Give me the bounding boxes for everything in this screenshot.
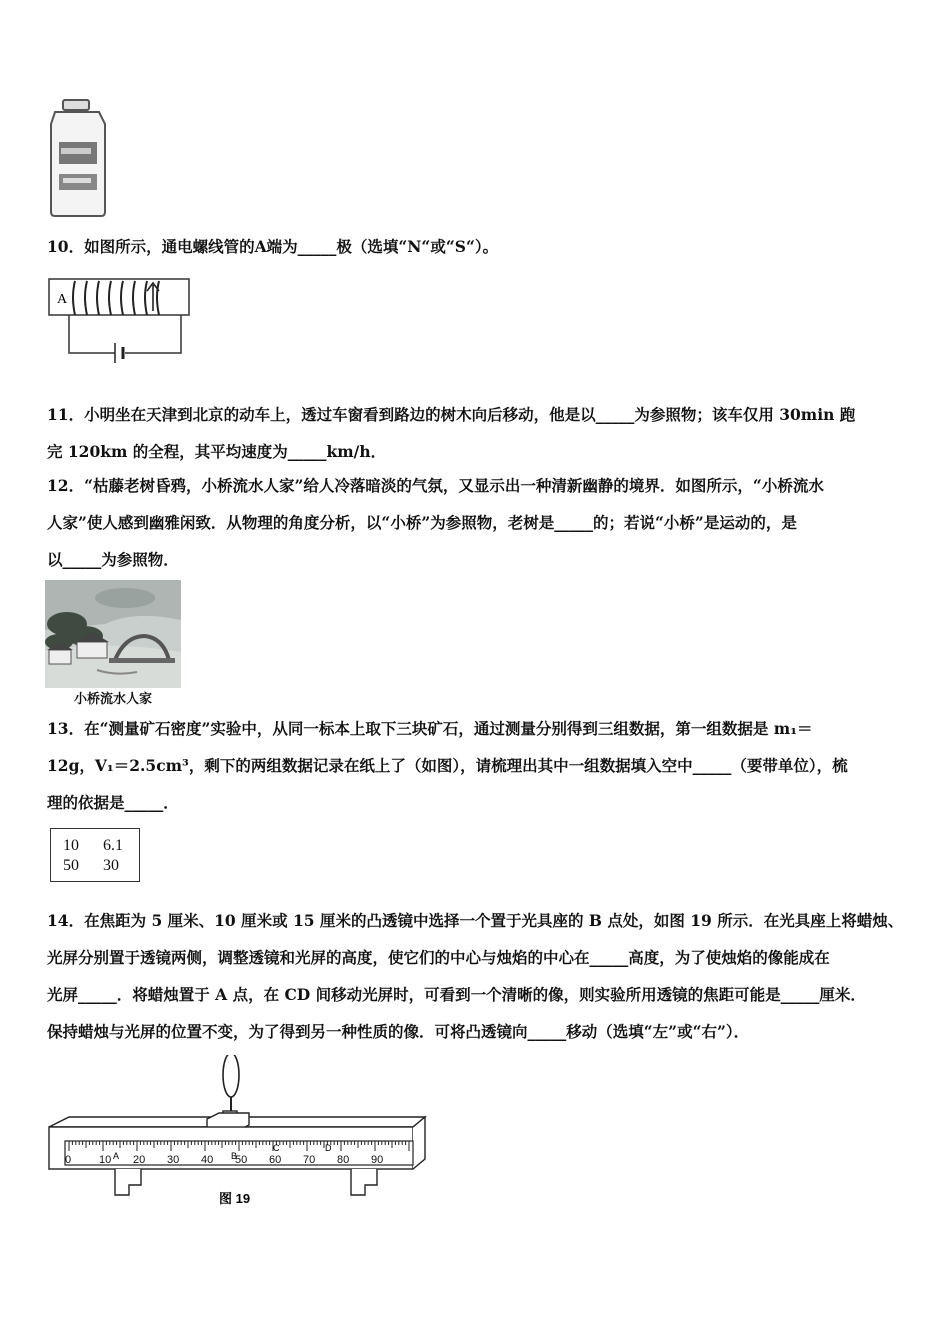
table-cell: 30 bbox=[103, 857, 119, 874]
bench-tick-label: 70 bbox=[303, 1154, 316, 1166]
question-line: 14．在焦距为 5 厘米、10 厘米或 15 厘米的凸透镜中选择一个置于光具座的 B 点处，如图 19 所示．在光具座上将蜡烛、 bbox=[47, 911, 904, 930]
question-line: 12．“枯藤老树昏鸦，小桥流水人家”给人冷落暗淡的气氛，又显示出一种清新幽静的境界．如图所示，“小桥流水 bbox=[47, 476, 824, 495]
question-line: 11．小明坐在天津到北京的动车上，透过车窗看到路边的树木向后移动，他是以_____为参照物；该车仅用 30min 跑 bbox=[47, 405, 856, 424]
bench-tick-label: 60 bbox=[269, 1154, 282, 1166]
bridge-caption: 小桥流水人家 bbox=[73, 692, 152, 707]
bench-tick-label: 10 bbox=[99, 1154, 112, 1166]
bridge-photo bbox=[45, 580, 181, 705]
bench-tick-label: 30 bbox=[167, 1154, 180, 1166]
question-line: 光屏分别置于透镜两侧，调整透镜和光屏的高度，使它们的中心与烛焰的中心在_____高度，为了使烛焰的像能成在 bbox=[47, 948, 830, 967]
bench-caption: 图 19 bbox=[219, 1191, 251, 1206]
question-11 bbox=[47, 396, 907, 470]
question-14 bbox=[47, 902, 907, 1050]
question-10 bbox=[47, 228, 907, 265]
data-table-figure bbox=[50, 828, 140, 882]
question-line: 10．如图所示，通电螺线管的A端为_____极（选填“N“或“S“）。 bbox=[47, 237, 499, 256]
bench-tick-label: 0 bbox=[65, 1154, 72, 1166]
bench-tick-label: 40 bbox=[201, 1154, 214, 1166]
table-cell: 50 bbox=[63, 857, 79, 874]
solenoid-end-label: A bbox=[57, 292, 68, 307]
question-line: 12g，V₁＝2.5cm³，剩下的两组数据记录在纸上了（如图），请梳理出其中一组数据填入空中_____（要带单位），梳 bbox=[47, 756, 848, 775]
bench-tick-label: 50 bbox=[235, 1154, 248, 1166]
bench-point-b: B bbox=[231, 1151, 238, 1161]
optical-bench-figure bbox=[45, 1055, 435, 1215]
question-line: 13．在“测量矿石密度”实验中，从同一标本上取下三块矿石，通过测量分别得到三组数据，第一组数据是 m₁＝ bbox=[47, 719, 813, 738]
bench-tick-label: 80 bbox=[337, 1154, 350, 1166]
bench-point-d: D bbox=[325, 1143, 332, 1153]
question-line: 以_____为参照物． bbox=[47, 550, 179, 569]
table-cell: 10 bbox=[63, 837, 79, 854]
question-line: 完 120km 的全程，其平均速度为_____km/h． bbox=[47, 442, 387, 461]
question-line: 保持蜡烛与光屏的位置不变，为了得到另一种性质的像．可将凸透镜向_____移动（选填“左”或“右”）． bbox=[47, 1022, 750, 1041]
question-line: 光屏_____．将蜡烛置于 A 点，在 CD 间移动光屏时，可看到一个清晰的像，则实验所用透镜的焦距可能是_____厘米． bbox=[47, 985, 866, 1004]
table-cell: 6.1 bbox=[103, 837, 123, 854]
bench-point-a: A bbox=[113, 1151, 120, 1161]
bench-tick-label: 20 bbox=[133, 1154, 146, 1166]
bench-point-c: C bbox=[273, 1143, 280, 1153]
question-13 bbox=[47, 710, 907, 821]
bottle-figure bbox=[45, 98, 111, 218]
question-line: 理的依据是_____． bbox=[47, 793, 179, 812]
solenoid-figure bbox=[45, 275, 195, 365]
question-12 bbox=[47, 467, 907, 578]
question-line: 人家”使人感到幽雅闲致．从物理的角度分析，以“小桥”为参照物，老树是_____的；若说“小桥”是运动的，是 bbox=[47, 513, 797, 532]
bench-tick-label: 90 bbox=[371, 1154, 384, 1166]
